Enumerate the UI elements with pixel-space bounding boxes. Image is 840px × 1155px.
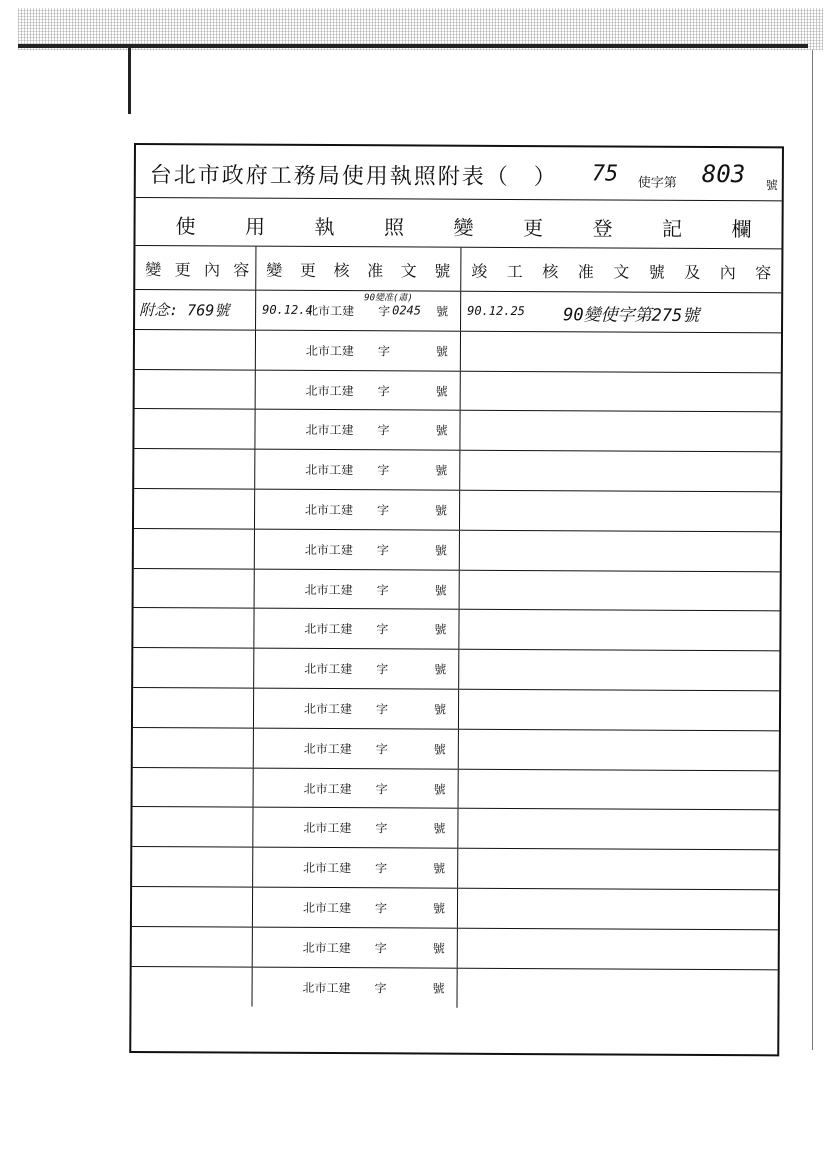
approval-number-cell (254, 410, 459, 450)
column-header-char: 核 (542, 262, 559, 282)
template-zi: 字 (374, 980, 387, 995)
section-title-char: 照 (383, 215, 405, 240)
table-row (131, 967, 777, 1010)
completion-cell (458, 610, 779, 650)
change-content-value: 附念: 769號 (139, 301, 230, 320)
column-header-char: 內 (203, 260, 221, 280)
template-prefix: 北市工建 (305, 502, 354, 518)
template-prefix: 北市工建 (303, 741, 352, 756)
table-row (133, 648, 779, 691)
approval-number-cell (252, 848, 457, 888)
table-row (134, 529, 780, 572)
column-header-char: 及 (684, 262, 701, 282)
table-row (133, 728, 779, 771)
template-zi: 字 (377, 423, 390, 438)
template-zi: 字 (376, 543, 389, 558)
section-title-char: 使 (175, 214, 196, 239)
header-change-content (135, 246, 255, 290)
license-number: 803 (701, 159, 746, 189)
approval-template (305, 461, 447, 479)
handwritten-volume-number: 75 (591, 161, 619, 187)
change-content-cell (131, 967, 251, 1007)
approval-number-cell (254, 490, 459, 530)
completion-cell (460, 371, 781, 411)
template-prefix: 北市工建 (305, 343, 354, 358)
section-title-char: 執 (314, 214, 335, 240)
approval-template (304, 740, 446, 758)
completion-date: 90.12.25 (467, 303, 525, 319)
change-content-cell (135, 290, 255, 329)
column-header-char: 變 (266, 260, 283, 280)
section-title-char: 變 (453, 215, 474, 240)
change-content-cell (134, 569, 254, 608)
form-title: 台北市政府工務局使用執照附表（ ） (149, 163, 558, 191)
completion-text: 90變使字第275號 (563, 305, 700, 326)
approval-template (305, 580, 447, 598)
license-label: 使字第 (637, 175, 677, 191)
table-row (133, 608, 779, 651)
completion-cell (458, 769, 779, 809)
table-row (132, 847, 778, 890)
approval-template (304, 779, 446, 797)
approval-number-cell (255, 291, 460, 331)
change-content-cell (134, 449, 254, 488)
change-content-cell (132, 847, 252, 886)
completion-cell (458, 690, 779, 730)
approval-number: 0245 (392, 303, 422, 318)
scan-edge (18, 44, 808, 48)
column-header-char: 更 (299, 260, 316, 280)
template-hao: 號 (434, 702, 447, 717)
change-content-cell (135, 370, 255, 409)
template-zi: 字 (377, 503, 390, 518)
template-prefix: 北市工建 (304, 582, 353, 597)
template-prefix: 北市工建 (304, 662, 353, 677)
template-prefix: 北市工建 (305, 423, 354, 438)
completion-cell (459, 491, 780, 531)
approval-number-cell (254, 529, 459, 569)
license-suffix: 號 (765, 178, 778, 193)
change-content-cell (132, 887, 252, 926)
column-header-char: 文 (400, 261, 417, 281)
column-header-char: 工 (506, 261, 523, 282)
template-hao: 號 (433, 782, 446, 797)
column-header-char: 容 (755, 263, 772, 283)
completion-cell (458, 650, 779, 690)
change-content-cell (133, 768, 253, 807)
change-content-cell (133, 688, 253, 727)
template-hao: 號 (434, 583, 447, 598)
template-zi: 字 (376, 582, 389, 597)
table-row (132, 887, 778, 930)
approval-template (303, 978, 445, 996)
template-hao: 號 (433, 861, 446, 876)
template-prefix: 北市工建 (303, 781, 352, 796)
template-zi: 字 (374, 901, 388, 916)
approval-template (304, 620, 446, 638)
change-content-cell (134, 409, 254, 448)
template-hao: 號 (434, 622, 447, 638)
table-row (134, 489, 780, 532)
template-prefix: 北市工建 (304, 542, 353, 557)
template-zi: 字 (375, 821, 388, 836)
template-prefix: 北市工建 (303, 861, 352, 876)
approval-prefix: 北市工建 (306, 303, 355, 319)
template-prefix: 北市工建 (303, 821, 352, 836)
template-prefix: 北市工建 (302, 900, 352, 916)
column-header-char: 號 (434, 261, 451, 281)
table-row (133, 768, 779, 811)
column-header-char: 文 (613, 262, 630, 282)
template-zi: 字 (375, 742, 388, 757)
template-prefix: 北市工建 (305, 463, 354, 478)
section-title-char: 欄 (731, 217, 752, 242)
template-hao: 號 (435, 344, 448, 359)
section-title-char: 用 (245, 214, 266, 239)
approval-template (304, 700, 446, 718)
template-prefix: 北市工建 (305, 383, 354, 398)
template-hao: 號 (432, 981, 445, 996)
column-header-char: 准 (577, 262, 594, 282)
template-hao: 號 (434, 662, 447, 677)
template-zi: 字 (377, 463, 390, 478)
completion-cell (460, 292, 781, 332)
completion-cell (456, 968, 777, 1009)
approval-number-cell (253, 768, 458, 808)
header-completion-approval (460, 248, 781, 293)
completion-cell (459, 531, 780, 571)
approval-template (306, 381, 448, 399)
section-title-row (135, 198, 781, 249)
template-zi: 字 (374, 941, 387, 956)
form-title-row (136, 145, 782, 201)
approval-zi: 字 (378, 304, 391, 319)
approval-template (305, 541, 447, 559)
section-title-char: 記 (661, 216, 683, 241)
approval-hao: 號 (436, 304, 449, 319)
table-row (132, 807, 778, 850)
template-zi: 字 (376, 702, 389, 717)
change-content-cell (134, 489, 254, 528)
approval-number-cell (251, 967, 456, 1008)
template-zi: 字 (377, 344, 390, 359)
approval-template (303, 939, 445, 957)
column-header-char: 准 (367, 261, 384, 281)
template-hao: 號 (435, 463, 448, 478)
table-row (135, 370, 781, 413)
approval-template (306, 342, 448, 360)
template-zi: 字 (376, 622, 389, 637)
approval-number-cell (253, 689, 458, 729)
column-header-char: 更 (174, 260, 191, 280)
completion-cell (459, 411, 780, 451)
change-content-cell (134, 529, 254, 568)
approval-number-cell (254, 450, 459, 490)
table-row (135, 290, 781, 333)
approval-number-cell (252, 927, 457, 967)
approval-date: 90.12.4 (262, 302, 313, 317)
section-title-char: 登 (592, 216, 613, 241)
completion-cell (460, 332, 781, 372)
license-attachment-form (129, 143, 784, 1056)
table-row (133, 688, 779, 731)
template-zi: 字 (375, 861, 388, 876)
completion-cell (457, 809, 778, 849)
completion-cell (457, 889, 778, 929)
header-change-approval-number (255, 247, 460, 291)
page-edge (812, 50, 813, 1050)
column-header-row (135, 246, 781, 293)
column-header-char: 號 (648, 262, 665, 282)
approval-template (303, 859, 445, 877)
template-hao: 號 (432, 941, 445, 956)
approval-number-cell (253, 728, 458, 768)
section-title (175, 210, 751, 242)
approval-number-cell (252, 808, 457, 848)
column-header-char: 容 (233, 260, 250, 280)
template-prefix: 北市工建 (304, 622, 353, 637)
table-row (134, 449, 780, 492)
change-content-cell (133, 728, 253, 767)
change-content-cell (132, 927, 252, 966)
approval-number-cell (253, 609, 458, 649)
template-prefix: 北市工建 (302, 980, 351, 995)
template-hao: 號 (433, 742, 446, 757)
change-content-cell (133, 608, 253, 647)
template-prefix: 北市工建 (302, 940, 351, 955)
template-hao: 號 (432, 901, 446, 916)
change-content-cell (135, 330, 255, 369)
approval-template (305, 501, 447, 519)
approval-template (305, 421, 447, 439)
table-row (134, 409, 780, 452)
approval-number-cell (253, 649, 458, 689)
column-header-char: 核 (333, 261, 350, 281)
template-hao: 號 (434, 543, 447, 558)
completion-cell (457, 849, 778, 889)
template-zi: 字 (376, 662, 389, 677)
completion-cell (457, 928, 778, 968)
template-hao: 號 (433, 821, 446, 837)
table-row (132, 927, 778, 970)
approval-number-cell (252, 888, 457, 928)
column-header-char: 變 (145, 260, 162, 280)
column-header-char: 內 (719, 263, 736, 283)
change-content-cell (132, 807, 252, 846)
approval-number-cell (255, 330, 460, 370)
approval-template (303, 819, 445, 837)
section-title-char: 更 (522, 216, 544, 241)
approval-template (304, 660, 446, 678)
column-header-char: 竣 (471, 261, 488, 281)
template-prefix: 北市工建 (304, 701, 353, 717)
approval-number-cell (254, 569, 459, 609)
approval-template (306, 302, 448, 320)
template-hao: 號 (435, 423, 448, 439)
completion-cell (459, 451, 780, 491)
change-content-cell (133, 648, 253, 687)
approval-number-cell (255, 370, 460, 410)
approval-template (303, 899, 445, 917)
approval-note: 90變准(肅) (364, 293, 413, 304)
template-zi: 字 (377, 383, 390, 398)
scan-mark (128, 44, 131, 114)
completion-cell (459, 570, 780, 610)
template-zi: 字 (375, 781, 388, 796)
template-hao: 號 (435, 384, 448, 399)
completion-cell (458, 730, 779, 770)
table-row (135, 330, 781, 373)
template-hao: 號 (435, 503, 448, 518)
table-row (134, 569, 780, 612)
